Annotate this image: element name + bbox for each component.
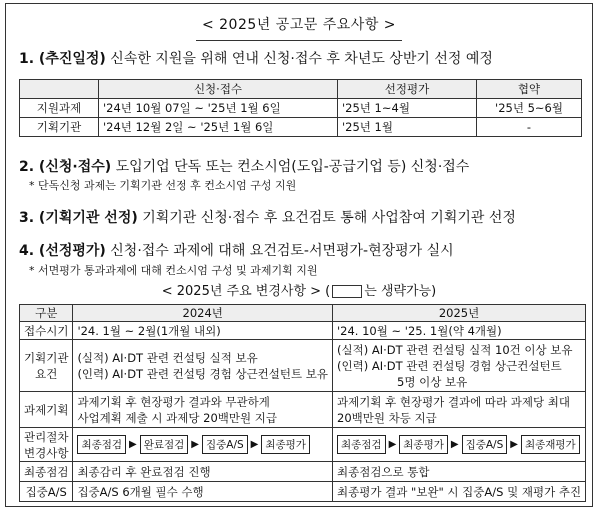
process-flow-2024 (77, 435, 328, 454)
section-3-label: 3. (기획기관 선정) (19, 210, 138, 226)
flow-step: 최종평가 (399, 435, 448, 454)
section-2-note: * 단독신청 과제는 기획기관 선정 후 컨소시엄 구성 지원 (29, 179, 297, 192)
arrow-right-icon: ▶ (450, 439, 459, 450)
arrow-right-icon: ▶ (250, 439, 259, 450)
section-3-text: 기획기관 신청·접수 후 요건검토 통해 사업참여 기획기관 선정 (137, 210, 516, 226)
flow-step: 최종평가 (261, 435, 310, 454)
section-4 (19, 240, 454, 260)
arrow-right-icon: ▶ (129, 439, 137, 450)
section-1-label: 1. (추진일정) (19, 51, 106, 67)
page-title: < 2025년 공고문 주요사항 > (6, 14, 592, 34)
section-2-label: 2. (신청·접수) (19, 159, 112, 175)
section-4-note: * 서면평가 통과과제에 대해 컨소시엄 구성 및 과제기획 지원 (29, 264, 318, 277)
section-3 (19, 207, 516, 227)
omittable-box-legend (332, 285, 362, 298)
section-2-text: 도입기업 단독 또는 컨소시엄(도입-공급기업 등) 신청·접수 (111, 159, 470, 175)
flow-step: 최종점검 (337, 435, 386, 454)
section-1 (19, 48, 493, 68)
flow-step: 집중A/S (462, 435, 508, 454)
changes-table (19, 304, 586, 502)
flow-step: 최종점검 (77, 435, 126, 454)
table-row: 최종점검 최종감리 후 완료점검 진행 최종점검으로 통합 (20, 462, 586, 482)
table-row: 지원과제 '24년 10월 07일 ~ '25년 1월 6일 '25년 1~4월 '25년 5~6월 (20, 99, 582, 118)
table-row: 집중A/S 집중A/S 6개월 필수 수행 최종평가 결과 "보완" 시 집중A/S 및 재평가 추진 (20, 482, 586, 502)
section-1-text: 신속한 지원을 위해 연내 신청·접수 후 차년도 상반기 선정 예정 (105, 51, 493, 67)
table-row: 접수시기 '24. 1월 ~ 2월(1개월 내외) '24. 10월 ~ '25. 1월(약 4개월) (20, 322, 586, 340)
arrow-right-icon: ▶ (191, 439, 199, 450)
process-flow-2025 (337, 435, 581, 454)
table-row: 관리절차 변경사항 최종점검 ▶ 완료점검 ▶ 집중A/S ▶ 최종평가 최종점검 ▶ 최종평가 ▶ 집중A/S ▶ 최종재평가 (20, 428, 586, 462)
section-4-label: 4. (선정평가) (19, 243, 106, 259)
title-underline (196, 40, 402, 41)
flow-step: 완료점검 (140, 435, 189, 454)
section-2 (19, 156, 469, 176)
notice-frame (5, 3, 593, 507)
flow-step: 집중A/S (202, 435, 248, 454)
table-row: 과제기획 과제기획 후 현장평가 결과와 무관하게 사업계획 제출 시 과제당 20백만원 지급 과제기획 후 현장평가 결과에 따라 과제당 최대 20백만원 차등 지급 (20, 392, 586, 428)
arrow-right-icon: ▶ (510, 439, 518, 450)
changes-header-row: 구분 2024년 2025년 (20, 305, 586, 322)
changes-title: < 2025년 주요 변경사항 > ( 는 생략가능) (161, 284, 437, 299)
arrow-right-icon: ▶ (388, 439, 397, 450)
table-row: 기획기관 요건 (실적) AI·DT 관련 컨설팅 실적 보유 (인력) AI·DT 관련 컨설팅 경험 상근컨설턴트 보유 (실적) AI·DT 관련 컨설팅 실적 10건 이상 보유 (인력) AI·DT 관련 컨설팅 경험 상근컨설턴트 5명 이상 보유 (20, 340, 586, 392)
schedule-header-row: 신청·접수 선정평가 협약 (20, 80, 582, 99)
section-4-text: 신청·접수 과제에 대해 요건검토-서면평가-현장평가 실시 (105, 243, 454, 259)
schedule-table (19, 79, 582, 137)
flow-step: 최종재평가 (521, 435, 580, 454)
table-row: 기획기관 '24년 12월 2일 ~ '25년 1월 6일 '25년 1월 - (20, 118, 582, 137)
